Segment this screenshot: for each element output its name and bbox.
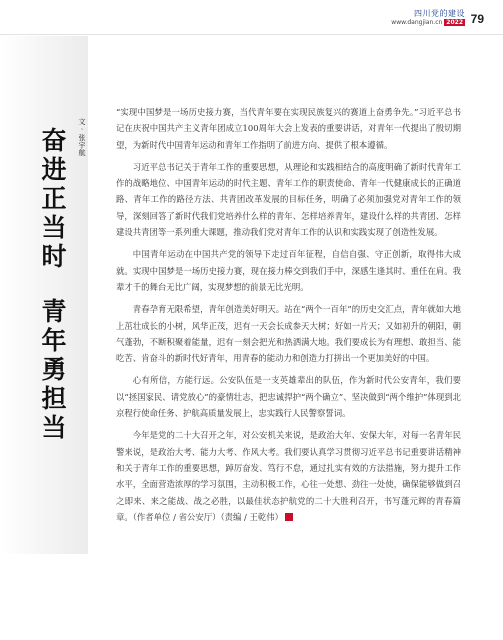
article-paragraph-6-text: 今年是党的二十大召开之年，对公安机关来说，是政治大年、安保大年，对每一名青年民警来说，是政治大考、能力大考、作风大考。我们要认真学习贯彻习近平总书记重要讲话精神和关于青年工作的重要思想，踔厉奋发、笃行不怠，通过扎实有效的方法措施，努力提升工作水平，全面营造浓厚的学习氛围，主动积极工作，心往一处想、劲往一处使，确保能够做到召之即来、来之能战、战之必胜，以最佳状态护航党的二十大胜利召开，书写蓬元辉的青春篇章。（作者单位 / 省公安厅）（责编 / 王乾伟） [116, 430, 461, 522]
article-paragraph-4: 青春孕育无限希望，青年创造美好明天。站在“两个一百年”的历史交汇点，青年就如大地上茁壮成长的小树，风华正茂，迟有一天会长成参天大树；好如一片天；又如初升的朝阳，朝气蓬勃，不断积聚着能量，迟有一刻会把光和热洒满大地。我们要成长为有理想、敢担当、能吃苦、肯奋斗的新时代好青年，用青春的能动力和创造力打拼出一个更加美好的中国。 [116, 304, 461, 364]
journal-year-badge: 2022 [446, 19, 463, 26]
article-title-line1: 奋进正当时 [38, 127, 67, 272]
journal-name: 四川党的建设 [414, 9, 465, 18]
journal-url-line [391, 20, 465, 26]
header-divider [0, 34, 503, 35]
article-body [116, 104, 461, 531]
journal-url: www.dangjian.cn [391, 19, 443, 26]
author-byline [78, 118, 85, 157]
article-title [40, 127, 65, 443]
article-paragraph-1: “实现中国梦是一场历史接力赛，当代青年要在实现民族复兴的赛道上奋勇争先。”习近平总书记在庆祝中国共产主义青年团成立100周年大会上发表的重要讲话，对青年一代提出了殷切期望，为新时代中国青年运动和青年工作指明了前进方向、提供了根本遵循。 [116, 107, 461, 150]
page-number: 79 [470, 12, 484, 26]
article-paragraph-6 [116, 427, 461, 525]
bottom-margin [0, 554, 503, 640]
author-prefix: 文· [78, 118, 86, 134]
article-paragraph-3: 中国青年运动在中国共产党的领导下走过百年征程，自信自强、守正创新，取得伟大成就。实现中国梦是一场历史接力赛，现在接力棒交到我们手中，深感生逢其时、重任在肩。我辈才千的舞台无比广阔，实现梦想的前景无比光明。 [116, 249, 461, 292]
article-paragraph-2: 习近平总书记关于青年工作的重要思想，从理论和实践相结合的高度明确了新时代青年工作的战略地位、中国青年运动的时代主题、青年工作的职责使命、青年一代健康成长的正确道路、青年工作的路径方法、共青团改革发展的目标任务，明确了必须加强党对青年工作的领导，深刻回答了新时代我们党培养什么样的青年、怎样培养青年，建设什么样的共青团、怎样建设共青团等一系列重大课题，推动我们党对青年工作的认识和实践实现了创造性发展。 [116, 161, 461, 238]
author-name: 张宇航 [78, 134, 86, 157]
end-mark-icon [285, 513, 293, 521]
journal-header [391, 10, 465, 26]
article-title-line2: 青年勇担当 [38, 298, 67, 443]
article-paragraph-5: 心有所信，方能行远。公安队伍是一支英雄辈出的队伍，作为新时代公安青年，我们要以“拯国家民、请党放心”的豪情壮志，把忠诚捍护“两个确立”、坚决做到“两个维护”体现到北京程行使命任务、护航高质量发展上，忠实践行人民警察誓词。 [116, 375, 461, 419]
